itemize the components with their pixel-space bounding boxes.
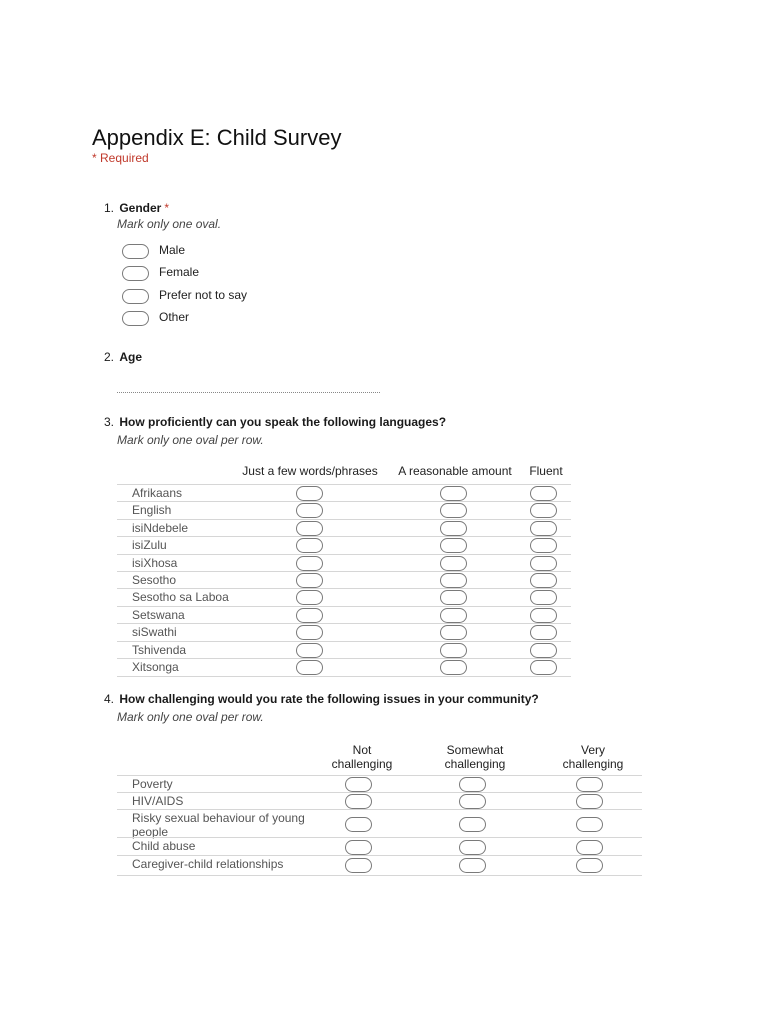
answer-oval-col-3[interactable]: [530, 590, 557, 605]
grid-row: [117, 641, 571, 659]
grid-row: [117, 792, 642, 810]
answer-oval-col-3[interactable]: [530, 521, 557, 536]
grid-row: [117, 606, 571, 624]
page-title: Appendix E: Child Survey: [92, 125, 342, 150]
grid-row: [117, 588, 571, 606]
row-label: Child abuse: [132, 839, 196, 853]
row-label: Sesotho: [132, 573, 177, 587]
answer-oval-col-2[interactable]: [459, 777, 486, 792]
answer-oval-col-3[interactable]: [576, 777, 603, 792]
row-label: Poverty: [132, 777, 173, 791]
age-answer-line[interactable]: [117, 392, 380, 393]
gender-male-oval[interactable]: [122, 244, 149, 259]
grid-row: [117, 484, 571, 502]
row-label: Tshivenda: [132, 643, 187, 657]
question-number: 4.: [104, 692, 115, 706]
answer-oval-col-2[interactable]: [440, 643, 467, 658]
row-label: isiXhosa: [132, 556, 178, 570]
grid-row: [117, 571, 571, 589]
languages-grid: [117, 462, 571, 677]
column-header: A reasonable amount: [398, 464, 512, 478]
answer-oval-col-1[interactable]: [296, 556, 323, 571]
answer-oval-col-1[interactable]: [296, 573, 323, 588]
answer-oval-col-1[interactable]: [296, 660, 323, 675]
grid-row: [117, 775, 642, 793]
gender-prefer-not-oval[interactable]: [122, 289, 149, 304]
grid-row: [117, 658, 571, 677]
question-number: 1.: [104, 201, 115, 215]
answer-oval-col-2[interactable]: [440, 503, 467, 518]
answer-oval-col-3[interactable]: [530, 556, 557, 571]
answer-oval-col-1[interactable]: [345, 794, 372, 809]
answer-oval-col-1[interactable]: [296, 486, 323, 501]
answer-oval-col-1[interactable]: [296, 521, 323, 536]
gender-option-label: Other: [159, 310, 190, 324]
answer-oval-col-2[interactable]: [459, 794, 486, 809]
column-header: Just a few words/phrases: [242, 464, 378, 478]
answer-oval-col-1[interactable]: [296, 590, 323, 605]
answer-oval-col-3[interactable]: [576, 840, 603, 855]
required-note: * Required: [92, 151, 149, 165]
question-text: How challenging would you rate the following issues in your community?: [119, 692, 539, 706]
row-label: siSwathi: [132, 625, 177, 639]
question-text: Gender: [119, 201, 162, 215]
row-label: isiZulu: [132, 538, 167, 552]
answer-oval-col-1[interactable]: [296, 538, 323, 553]
answer-oval-col-2[interactable]: [459, 858, 486, 873]
gender-female-oval[interactable]: [122, 266, 149, 281]
grid-row: [117, 554, 571, 572]
grid-row: [117, 855, 642, 876]
question-help: Mark only one oval per row.: [117, 710, 264, 724]
column-header: Not challenging: [331, 743, 393, 771]
grid-row: [117, 519, 571, 537]
answer-oval-col-2[interactable]: [440, 590, 467, 605]
answer-oval-col-1[interactable]: [345, 858, 372, 873]
row-label: Risky sexual behaviour of young people: [132, 811, 305, 839]
answer-oval-col-3[interactable]: [530, 538, 557, 553]
answer-oval-col-3[interactable]: [530, 608, 557, 623]
column-header: Very challenging: [562, 743, 624, 771]
question-help: Mark only one oval per row.: [117, 433, 264, 447]
row-label: Caregiver-child relationships: [132, 857, 284, 871]
gender-other-oval[interactable]: [122, 311, 149, 326]
answer-oval-col-1[interactable]: [296, 503, 323, 518]
question-4: [104, 692, 539, 706]
answer-oval-col-2[interactable]: [440, 660, 467, 675]
answer-oval-col-2[interactable]: [440, 625, 467, 640]
grid-row: [117, 837, 642, 856]
question-3: [104, 415, 446, 429]
answer-oval-col-1[interactable]: [296, 643, 323, 658]
required-asterisk: *: [164, 201, 170, 215]
row-label: HIV/AIDS: [132, 794, 184, 808]
answer-oval-col-2[interactable]: [440, 573, 467, 588]
row-label: Setswana: [132, 608, 185, 622]
question-number: 2.: [104, 350, 115, 364]
gender-option-label: Female: [159, 265, 200, 279]
question-help: Mark only one oval.: [117, 217, 222, 231]
answer-oval-col-1[interactable]: [345, 840, 372, 855]
question-2: [104, 350, 142, 364]
grid-row: [117, 501, 571, 519]
answer-oval-col-3[interactable]: [576, 858, 603, 873]
answer-oval-col-1[interactable]: [296, 608, 323, 623]
question-1: [104, 201, 169, 215]
answer-oval-col-3[interactable]: [576, 794, 603, 809]
answer-oval-col-2[interactable]: [440, 538, 467, 553]
answer-oval-col-2[interactable]: [440, 556, 467, 571]
gender-option-label: Prefer not to say: [159, 288, 248, 302]
answer-oval-col-2[interactable]: [440, 521, 467, 536]
column-header: Somewhat challenging: [444, 743, 506, 771]
answer-oval-col-1[interactable]: [345, 777, 372, 792]
answer-oval-col-2[interactable]: [440, 608, 467, 623]
grid-row: [117, 809, 642, 838]
answer-oval-col-2[interactable]: [459, 840, 486, 855]
gender-option-label: Male: [159, 243, 186, 257]
answer-oval-col-3[interactable]: [576, 817, 603, 832]
row-label: Sesotho sa Laboa: [132, 590, 229, 604]
answer-oval-col-2[interactable]: [459, 817, 486, 832]
answer-oval-col-3[interactable]: [530, 625, 557, 640]
answer-oval-col-2[interactable]: [440, 486, 467, 501]
answer-oval-col-3[interactable]: [530, 660, 557, 675]
answer-oval-col-3[interactable]: [530, 643, 557, 658]
answer-oval-col-1[interactable]: [296, 625, 323, 640]
row-label: isiNdebele: [132, 521, 189, 535]
row-label: Xitsonga: [132, 660, 179, 674]
answer-oval-col-3[interactable]: [530, 503, 557, 518]
answer-oval-col-3[interactable]: [530, 486, 557, 501]
answer-oval-col-1[interactable]: [345, 817, 372, 832]
question-text: Age: [119, 350, 143, 364]
grid-row: [117, 536, 571, 554]
row-label: Afrikaans: [132, 486, 183, 500]
row-label: English: [132, 503, 172, 517]
column-header: Fluent: [529, 464, 563, 478]
issues-grid: [117, 741, 642, 876]
answer-oval-col-3[interactable]: [530, 573, 557, 588]
question-number: 3.: [104, 415, 115, 429]
question-text: How proficiently can you speak the following languages?: [119, 415, 447, 429]
grid-row: [117, 623, 571, 641]
